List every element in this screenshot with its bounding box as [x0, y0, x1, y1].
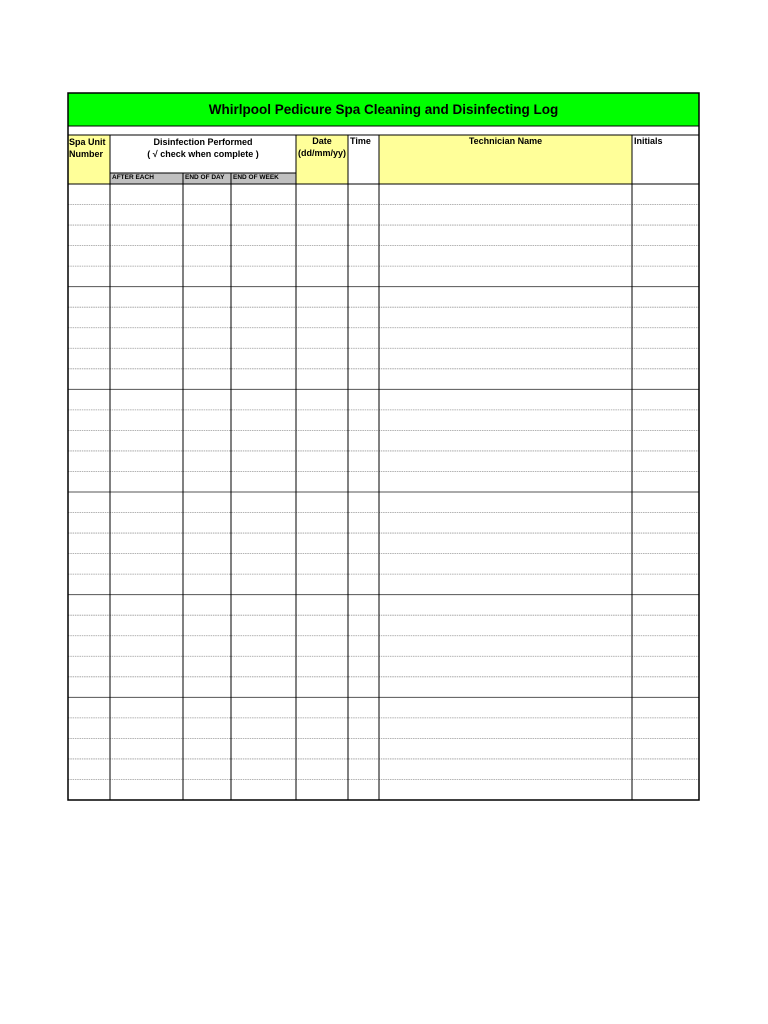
header-disinfection — [110, 136, 296, 160]
header-disinfection-line1: Disinfection Performed — [153, 137, 253, 147]
cleaning-log-form — [68, 93, 699, 800]
log-grid — [68, 93, 699, 800]
header-initials: Initials — [634, 136, 663, 146]
header-technician-name: Technician Name — [468, 136, 543, 146]
subheader-end-of-day: END OF DAY — [185, 174, 225, 181]
header-date-line1: Date — [312, 136, 332, 146]
header-spa-unit — [69, 136, 110, 160]
outer-border — [68, 93, 699, 800]
header-spa-unit-line2: Number — [69, 149, 104, 159]
header-date-line2: (dd/mm/yy) — [297, 148, 346, 158]
subheader-after-each: AFTER EACH — [112, 174, 154, 181]
header-date — [296, 135, 348, 159]
form-title: Whirlpool Pedicure Spa Cleaning and Disinfecting Log — [208, 102, 559, 117]
subheader-end-of-week: END OF WEEK — [233, 174, 279, 181]
header-disinfection-line2: ( √ check when complete ) — [147, 149, 259, 159]
header-spa-unit-line1: Spa Unit — [69, 137, 106, 147]
header-time: Time — [350, 136, 371, 146]
